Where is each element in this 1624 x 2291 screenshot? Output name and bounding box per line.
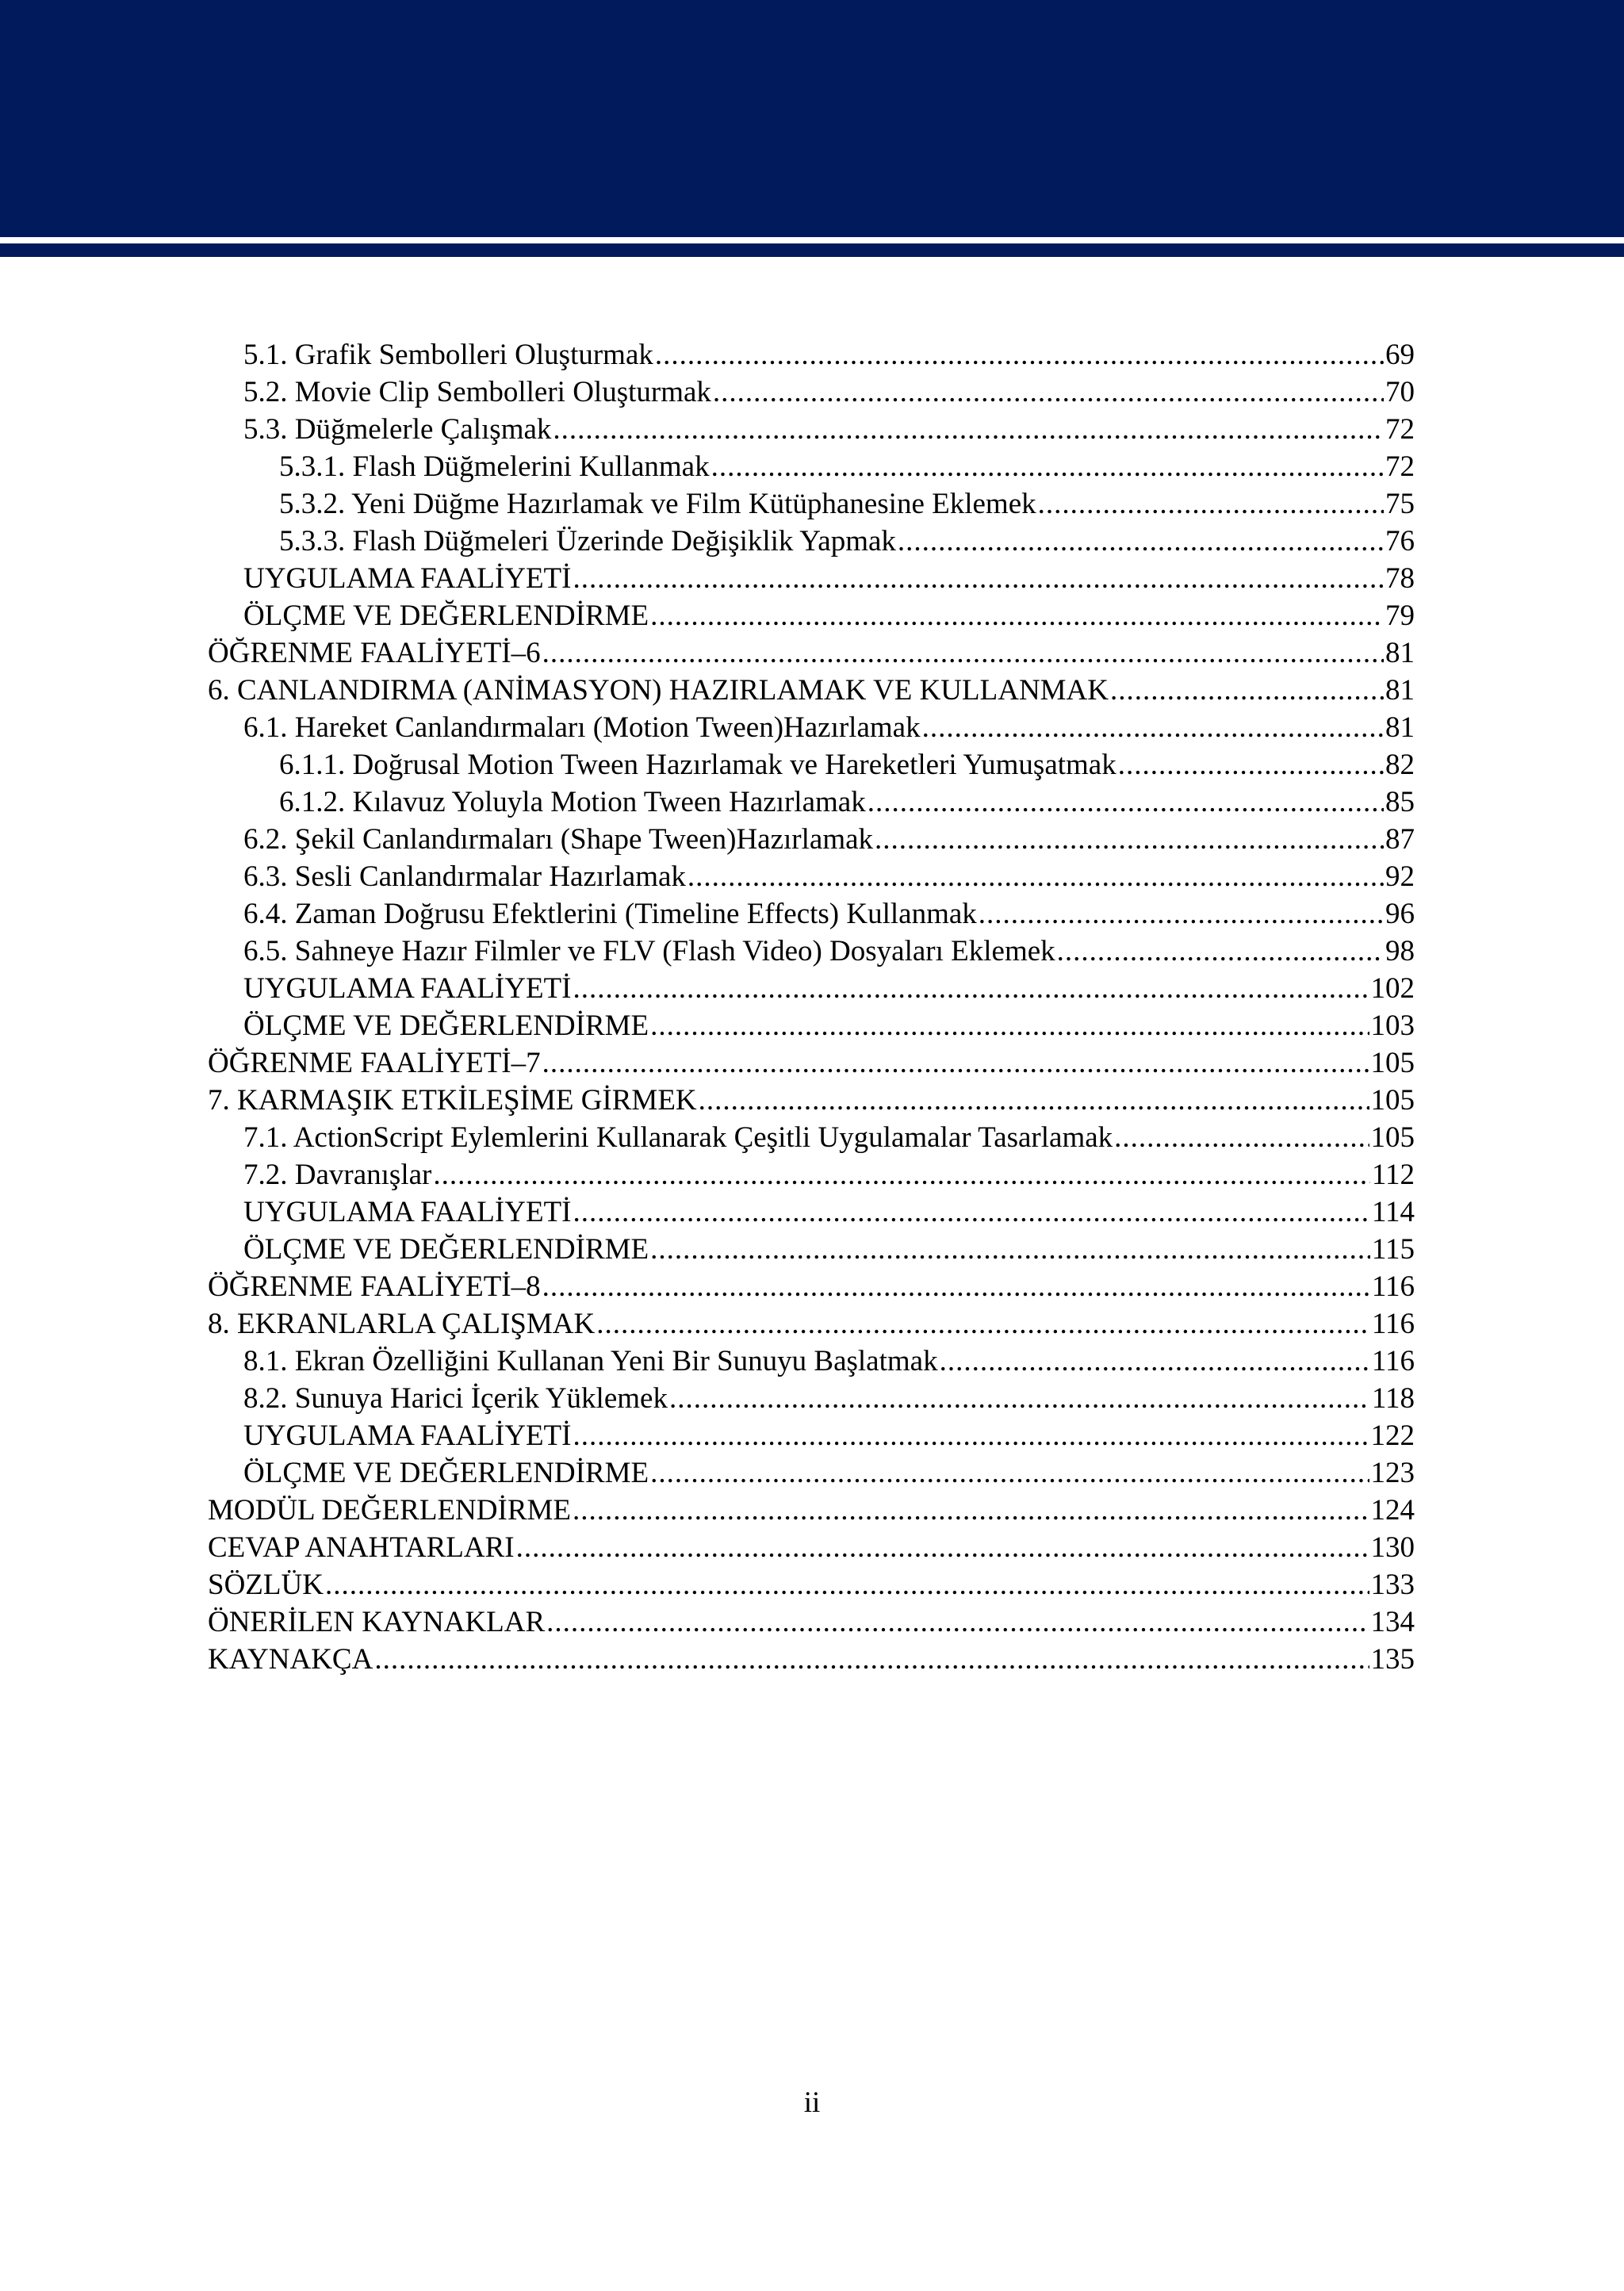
toc-entry[interactable] [208, 1380, 1415, 1417]
toc-entry[interactable] [208, 560, 1415, 597]
toc-entry-page: 112 [1371, 1159, 1415, 1191]
toc-dot-leader [542, 634, 1384, 672]
toc-dot-leader [875, 821, 1384, 858]
toc-entry-title: UYGULAMA FAALİYETİ [243, 972, 572, 1005]
toc-entry-title: 8.2. Sunuya Harici İçerik Yüklemek [243, 1382, 668, 1415]
toc-entry[interactable] [208, 746, 1415, 783]
toc-entry[interactable] [208, 1417, 1415, 1454]
toc-entry[interactable] [208, 523, 1415, 560]
toc-entry[interactable] [208, 1343, 1415, 1380]
toc-dot-leader [699, 1082, 1369, 1119]
toc-dot-leader [713, 374, 1384, 411]
toc-dot-leader [573, 560, 1384, 597]
toc-entry-title: 6.1.2. Kılavuz Yoluyla Motion Tween Hazırlamak [279, 786, 866, 818]
toc-entry-title: ÖLÇME VE DEĞERLENDİRME [243, 1457, 649, 1489]
toc-entry-title: UYGULAMA FAALİYETİ [243, 562, 572, 595]
toc-entry-page: 96 [1385, 898, 1415, 930]
toc-entry-title: 8.1. Ekran Özelliğini Kullanan Yeni Bir Sunuyu Başlatmak [243, 1345, 938, 1377]
toc-entry[interactable] [208, 970, 1415, 1007]
toc-entry[interactable] [208, 895, 1415, 933]
toc-entry-title: 6.3. Sesli Canlandırmalar Hazırlamak [243, 860, 686, 893]
toc-entry-title: 5.3. Düğmelerle Çalışmak [243, 413, 552, 446]
toc-entry[interactable] [208, 1492, 1415, 1529]
toc-entry-title: 6.1.1. Doğrusal Motion Tween Hazırlamak ve Hareketleri Yumuşatmak [279, 749, 1116, 781]
toc-entry-title: UYGULAMA FAALİYETİ [243, 1196, 572, 1228]
toc-entry[interactable] [208, 1231, 1415, 1268]
toc-dot-leader [650, 597, 1384, 634]
header-divider-white [0, 237, 1624, 243]
toc-entry-page: 82 [1385, 749, 1415, 781]
toc-dot-leader [546, 1603, 1369, 1641]
toc-entry-title: 6.2. Şekil Canlandırmaları (Shape Tween)Hazırlamak [243, 823, 874, 856]
toc-entry[interactable] [208, 858, 1415, 895]
toc-entry[interactable] [208, 1082, 1415, 1119]
toc-entry[interactable] [208, 634, 1415, 672]
toc-entry-page: 69 [1385, 339, 1415, 371]
toc-dot-leader [650, 1231, 1370, 1268]
toc-entry-page: 81 [1385, 674, 1415, 707]
toc-entry-page: 72 [1385, 450, 1415, 483]
toc-entry-title: ÖLÇME VE DEĞERLENDİRME [243, 1009, 649, 1042]
toc-entry-title: 6.1. Hareket Canlandırmaları (Motion Tween)Hazırlamak [243, 711, 921, 744]
toc-dot-leader [1114, 1119, 1369, 1156]
toc-dot-leader [1038, 485, 1384, 523]
toc-entry-page: 72 [1385, 413, 1415, 446]
toc-dot-leader [573, 1193, 1369, 1231]
toc-dot-leader [542, 1044, 1369, 1082]
page-number: ii [803, 2086, 821, 2119]
toc-entry-page: 103 [1370, 1009, 1415, 1042]
toc-dot-leader [573, 970, 1369, 1007]
toc-entry-page: 105 [1370, 1047, 1415, 1079]
toc-entry-title: 7.2. Davranışlar [243, 1159, 432, 1191]
toc-entry-page: 87 [1385, 823, 1415, 856]
toc-entry-page: 75 [1385, 488, 1415, 520]
toc-entry-page: 134 [1370, 1606, 1415, 1638]
toc-entry-page: 105 [1370, 1121, 1415, 1154]
toc-entry-page: 85 [1385, 786, 1415, 818]
toc-dot-leader [940, 1343, 1370, 1380]
toc-entry-page: 105 [1370, 1084, 1415, 1117]
toc-entry-title: MODÜL DEĞERLENDİRME [208, 1494, 572, 1527]
toc-entry[interactable] [208, 1454, 1415, 1492]
toc-dot-leader [868, 783, 1384, 821]
toc-entry-page: 81 [1385, 711, 1415, 744]
header-band [0, 0, 1624, 237]
toc-entry-page: 114 [1371, 1196, 1415, 1228]
toc-dot-leader [553, 411, 1384, 448]
toc-entry[interactable] [208, 672, 1415, 709]
toc-entry-page: 116 [1371, 1308, 1415, 1340]
toc-entry[interactable] [208, 597, 1415, 634]
toc-entry-page: 81 [1385, 637, 1415, 669]
toc-entry-title: 7.1. ActionScript Eylemlerini Kullanarak Çeşitli Uygulamalar Tasarlamak [243, 1121, 1113, 1154]
toc-entry-title: 6.5. Sahneye Hazır Filmler ve FLV (Flash Video) Dosyaları Eklemek [243, 935, 1055, 967]
toc-dot-leader [688, 858, 1384, 895]
toc-entry-title: 5.1. Grafik Sembolleri Oluşturmak [243, 339, 653, 371]
toc-entry[interactable] [208, 1566, 1415, 1603]
toc-entry-page: 78 [1385, 562, 1415, 595]
toc-entry[interactable] [208, 1305, 1415, 1343]
toc-entry-title: 6. CANLANDIRMA (ANİMASYON) HAZIRLAMAK VE KULLANMAK [208, 674, 1109, 707]
toc-dot-leader [573, 1417, 1369, 1454]
toc-entry-page: 70 [1385, 376, 1415, 408]
toc-entry-title: 5.3.1. Flash Düğmelerini Kullanmak [279, 450, 710, 483]
toc-entry-title: CEVAP ANAHTARLARI [208, 1531, 515, 1564]
toc-entry-page: 116 [1371, 1270, 1415, 1303]
toc-entry-title: 5.3.2. Yeni Düğme Hazırlamak ve Film Kütüphanesine Eklemek [279, 488, 1036, 520]
toc-entry[interactable] [208, 1007, 1415, 1044]
toc-dot-leader [711, 448, 1384, 485]
toc-entry-page: 124 [1370, 1494, 1415, 1527]
toc-entry-title: UYGULAMA FAALİYETİ [243, 1419, 572, 1452]
toc-entry[interactable] [208, 933, 1415, 970]
toc-dot-leader [1118, 746, 1384, 783]
toc-entry-page: 76 [1385, 525, 1415, 557]
toc-dot-leader [374, 1641, 1369, 1678]
toc-entry-page: 122 [1370, 1419, 1415, 1452]
toc-dot-leader [669, 1380, 1370, 1417]
toc-entry-title: 7. KARMAŞIK ETKİLEŞİME GİRMEK [208, 1084, 697, 1117]
toc-entry[interactable] [208, 336, 1415, 374]
toc-entry-page: 92 [1385, 860, 1415, 893]
toc-entry-page: 115 [1371, 1233, 1415, 1266]
toc-entry[interactable] [208, 821, 1415, 858]
toc-entry[interactable] [208, 1268, 1415, 1305]
toc-entry-title: 6.4. Zaman Doğrusu Efektlerini (Timeline Effects) Kullanmak [243, 898, 977, 930]
table-of-contents [208, 336, 1415, 1678]
toc-entry-page: 135 [1370, 1643, 1415, 1676]
toc-dot-leader [325, 1566, 1369, 1603]
toc-entry-title: ÖĞRENME FAALİYETİ–7 [208, 1047, 541, 1079]
toc-dot-leader [979, 895, 1384, 933]
toc-entry-title: ÖNERİLEN KAYNAKLAR [208, 1606, 546, 1638]
toc-entry-title: ÖĞRENME FAALİYETİ–6 [208, 637, 541, 669]
toc-entry-title: SÖZLÜK [208, 1569, 324, 1601]
toc-entry-page: 102 [1370, 972, 1415, 1005]
toc-dot-leader [1110, 672, 1384, 709]
toc-dot-leader [1057, 933, 1384, 970]
toc-entry[interactable] [208, 783, 1415, 821]
toc-dot-leader [898, 523, 1384, 560]
toc-entry-page: 130 [1370, 1531, 1415, 1564]
toc-dot-leader [516, 1529, 1369, 1566]
toc-entry[interactable] [208, 374, 1415, 411]
toc-entry-title: 5.2. Movie Clip Sembolleri Oluşturmak [243, 376, 711, 408]
toc-dot-leader [433, 1156, 1370, 1193]
toc-entry-page: 98 [1385, 935, 1415, 967]
toc-entry-page: 133 [1370, 1569, 1415, 1601]
toc-entry[interactable] [208, 1193, 1415, 1231]
toc-entry[interactable] [208, 709, 1415, 746]
toc-entry-page: 79 [1385, 600, 1415, 632]
toc-entry[interactable] [208, 1156, 1415, 1193]
toc-dot-leader [573, 1492, 1369, 1529]
toc-entry-title: 5.3.3. Flash Düğmeleri Üzerinde Değişiklik Yapmak [279, 525, 896, 557]
toc-entry-page: 118 [1371, 1382, 1415, 1415]
toc-dot-leader [650, 1454, 1369, 1492]
toc-entry[interactable] [208, 1529, 1415, 1566]
toc-entry-page: 123 [1370, 1457, 1415, 1489]
toc-dot-leader [922, 709, 1384, 746]
toc-dot-leader [596, 1305, 1370, 1343]
toc-entry[interactable] [208, 1603, 1415, 1641]
toc-dot-leader [655, 336, 1384, 374]
toc-dot-leader [650, 1007, 1369, 1044]
toc-entry[interactable] [208, 411, 1415, 448]
header-divider-blue [0, 243, 1624, 257]
toc-entry-page: 116 [1371, 1345, 1415, 1377]
toc-entry[interactable] [208, 1044, 1415, 1082]
toc-entry-title: 8. EKRANLARLA ÇALIŞMAK [208, 1308, 596, 1340]
toc-entry[interactable] [208, 1641, 1415, 1678]
toc-entry[interactable] [208, 1119, 1415, 1156]
toc-entry-title: ÖLÇME VE DEĞERLENDİRME [243, 600, 649, 632]
toc-entry-title: ÖLÇME VE DEĞERLENDİRME [243, 1233, 649, 1266]
toc-entry-title: ÖĞRENME FAALİYETİ–8 [208, 1270, 541, 1303]
toc-dot-leader [542, 1268, 1370, 1305]
toc-entry[interactable] [208, 448, 1415, 485]
toc-entry-title: KAYNAKÇA [208, 1643, 373, 1676]
toc-entry[interactable] [208, 485, 1415, 523]
